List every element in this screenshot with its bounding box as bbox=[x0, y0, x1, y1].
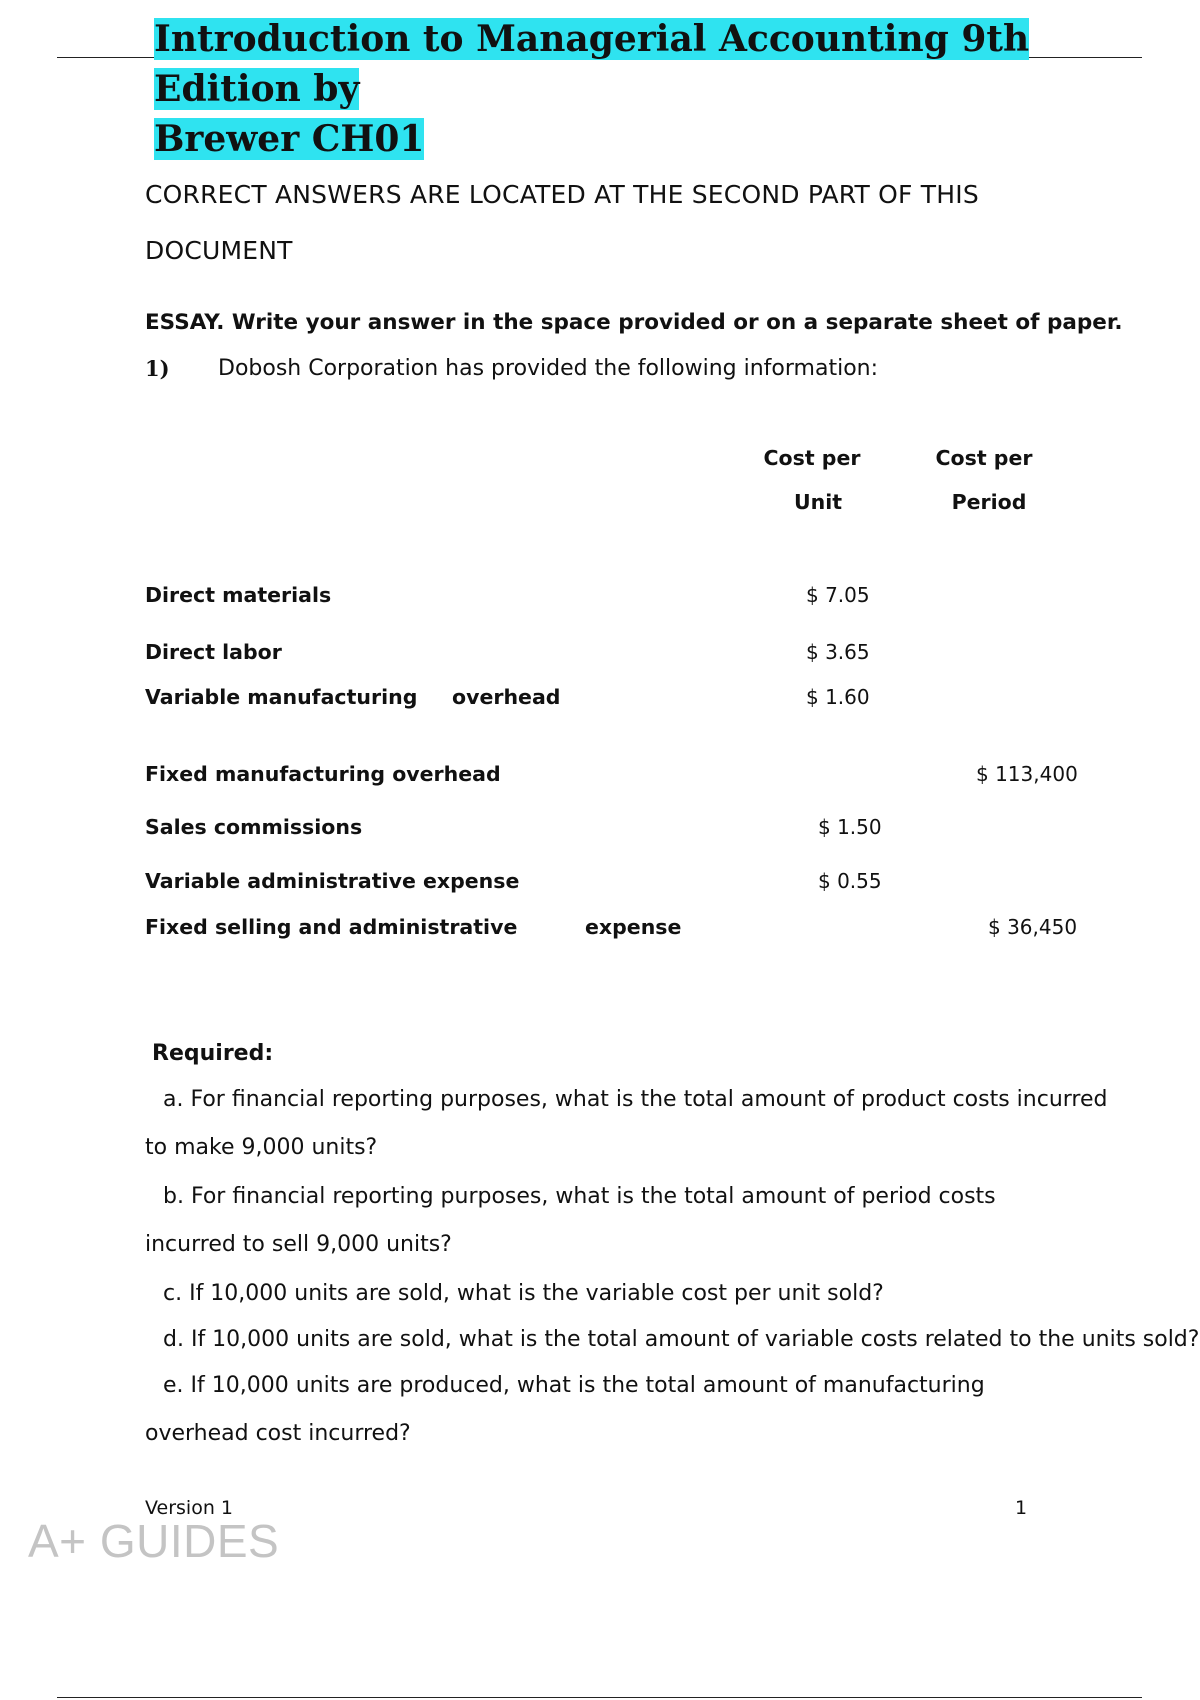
page-number: 1 bbox=[1015, 1497, 1028, 1519]
row-label-variable-manufacturing-tail: overhead bbox=[452, 685, 561, 709]
title-line-1: Introduction to Managerial Accounting 9th Edition by bbox=[154, 18, 1030, 110]
row-unit-direct-labor: $ 3.65 bbox=[806, 640, 870, 664]
notice-line-1: CORRECT ANSWERS ARE LOCATED AT THE SECOND PART OF THIS bbox=[145, 180, 979, 209]
watermark-logo: A+ GUIDES bbox=[28, 1515, 280, 1567]
row-period-fixed-manufacturing: $ 113,400 bbox=[976, 762, 1078, 786]
row-label-fixed-manufacturing: Fixed manufacturing overhead bbox=[145, 762, 501, 786]
col-unit-line-1: Cost per bbox=[763, 446, 861, 470]
row-unit-variable-manufacturing: $ 1.60 bbox=[806, 685, 870, 709]
row-label-variable-manufacturing: Variable manufacturing bbox=[145, 685, 418, 709]
col-period-line-2: Period bbox=[951, 490, 1027, 514]
row-period-fixed-selling: $ 36,450 bbox=[988, 915, 1078, 939]
footer-rule bbox=[57, 1697, 1142, 1698]
required-e-line-1: e. If 10,000 units are produced, what is the total amount of manufacturing bbox=[163, 1373, 985, 1398]
question-number: 1) bbox=[145, 356, 170, 381]
document-title bbox=[154, 14, 1094, 164]
row-label-direct-materials: Direct materials bbox=[145, 583, 332, 607]
required-b-line-1: b. For financial reporting purposes, what is the total amount of period costs bbox=[163, 1184, 996, 1209]
required-c: c. If 10,000 units are sold, what is the variable cost per unit sold? bbox=[163, 1281, 884, 1306]
row-label-sales-commissions: Sales commissions bbox=[145, 815, 363, 839]
notice-line-2: DOCUMENT bbox=[145, 236, 293, 265]
required-e-line-2: overhead cost incurred? bbox=[145, 1421, 411, 1446]
question-text: Dobosh Corporation has provided the following information: bbox=[218, 356, 879, 381]
col-unit-line-2: Unit bbox=[793, 490, 843, 514]
version-label: Version 1 bbox=[145, 1497, 233, 1519]
required-d: d. If 10,000 units are sold, what is the total amount of variable costs related to the units sold? bbox=[163, 1327, 1200, 1352]
required-b-line-2: incurred to sell 9,000 units? bbox=[145, 1232, 452, 1257]
essay-instructions: ESSAY. Write your answer in the space provided or on a separate sheet of paper. bbox=[145, 310, 1123, 335]
row-label-variable-admin: Variable administrative expense bbox=[145, 869, 520, 893]
row-unit-sales-commissions: $ 1.50 bbox=[818, 815, 882, 839]
required-a-line-1: a. For financial reporting purposes, what is the total amount of product costs incurred bbox=[163, 1087, 1108, 1112]
row-unit-direct-materials: $ 7.05 bbox=[806, 583, 870, 607]
col-period-line-1: Cost per bbox=[935, 446, 1033, 470]
required-heading: Required: bbox=[152, 1041, 274, 1066]
row-unit-variable-admin: $ 0.55 bbox=[818, 869, 882, 893]
row-label-direct-labor: Direct labor bbox=[145, 640, 282, 664]
row-label-fixed-selling: Fixed selling and administrative bbox=[145, 915, 518, 939]
required-a-line-2: to make 9,000 units? bbox=[145, 1135, 378, 1160]
title-line-2: Brewer CH01 bbox=[154, 118, 425, 160]
row-label-fixed-selling-tail: expense bbox=[585, 915, 682, 939]
